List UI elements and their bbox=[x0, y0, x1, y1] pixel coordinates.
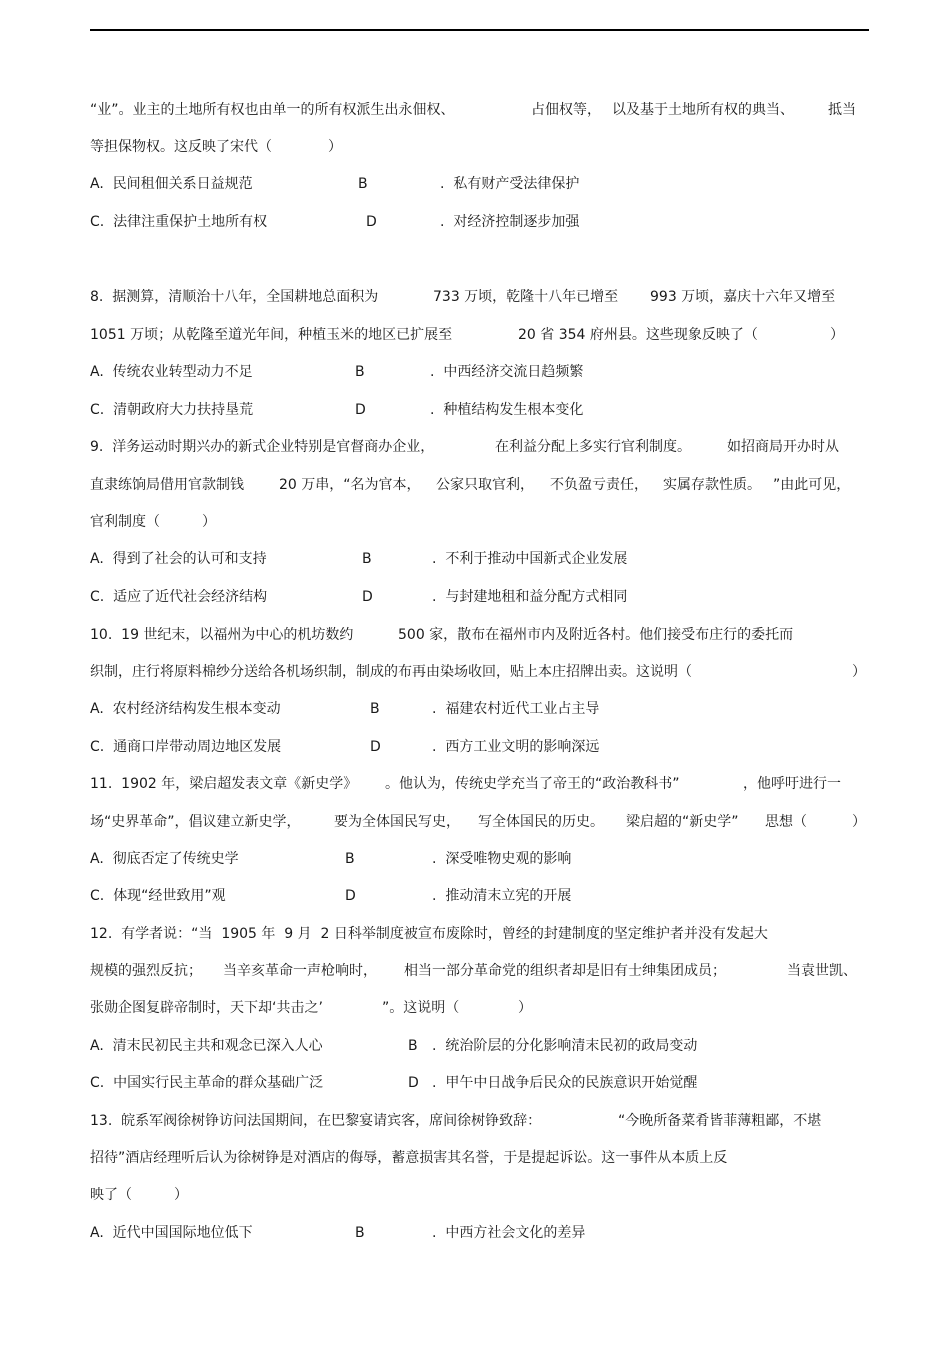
q8-line-2: 1051 万顷；从乾隆至道光年间，种植玉米的地区已扩展至 20 省 354 府州县。这些现象反映了（ ） bbox=[90, 327, 844, 343]
q13-line-1: 13. 皖系军阀徐树铮访问法国期间，在巴黎宴请宾客，席间徐树铮致辞： “今晚所备菜肴皆菲薄粗鄙，不堪 bbox=[90, 1113, 822, 1129]
q9-option-c: C. 适应了近代社会经济结构 D . 与封建地租和益分配方式相同 bbox=[90, 589, 628, 605]
q7-option-c: C. 法律注重保护土地所有权 D . 对经济控制逐步加强 bbox=[90, 214, 580, 230]
q12-option-a: A. 清末民初民主共和观念已深入人心 B . 统治阶层的分化影响清末民初的政局变动 bbox=[90, 1038, 698, 1054]
header-rule bbox=[90, 29, 869, 31]
q13-line-3: 映了（ ） bbox=[90, 1187, 188, 1203]
q10-line-2: 织制，庄行将原料棉纱分送给各机场织制，制成的布再由染场收回，贴上本庄招牌出卖。这说明（ ） bbox=[90, 664, 866, 680]
q10-line-1: 10. 19 世纪末，以福州为中心的机坊数约 500 家，散布在福州市内及附近各村。他们接受布庄行的委托而 bbox=[90, 627, 794, 643]
q11-option-a: A. 彻底否定了传统史学 B . 深受唯物史观的影响 bbox=[90, 851, 572, 867]
q11-line-1: 11. 1902 年，梁启超发表文章《新史学》 。他认为，传统史学充当了帝王的“政治教科书” ，他呼吁进行一 bbox=[90, 776, 841, 792]
q9-line-3: 官利制度（ ） bbox=[90, 514, 216, 530]
q12-line-2: 规模的强烈反抗； 当辛亥革命一声枪响时， 相当一部分革命党的组织者却是旧有士绅集团成员； 当袁世凯、 bbox=[90, 963, 857, 979]
q9-line-1: 9. 洋务运动时期兴办的新式企业特别是官督商办企业， 在利益分配上多实行官利制度。 如招商局开办时从 bbox=[90, 439, 839, 455]
q7-line-1: “业”。业主的土地所有权也由单一的所有权派生出永佃权、 占佃权等， 以及基于土地所有权的典当、 抵当 bbox=[90, 102, 856, 118]
q13-line-2: 招待”酒店经理听后认为徐树铮是对酒店的侮辱，蓄意损害其名誉，于是提起诉讼。这一事件从本质上反 bbox=[90, 1150, 728, 1166]
q12-option-c: C. 中国实行民主革命的群众基础广泛 D . 甲午中日战争后民众的民族意识开始觉醒 bbox=[90, 1075, 698, 1091]
q7-option-a: A. 民间租佃关系日益规范 B . 私有财产受法律保护 bbox=[90, 176, 580, 192]
q8-line-1: 8. 据测算，清顺治十八年，全国耕地总面积为 733 万顷，乾隆十八年已增至 993 万顷，嘉庆十六年又增至 bbox=[90, 289, 836, 305]
q11-line-2: 场“史界革命”，倡议建立新史学， 要为全体国民写史， 写全体国民的历史。 梁启超的“新史学” 思想（ ） bbox=[90, 814, 866, 830]
q9-option-a: A. 得到了社会的认可和支持 B . 不利于推动中国新式企业发展 bbox=[90, 551, 628, 567]
q8-option-a: A. 传统农业转型动力不足 B . 中西经济交流日趋频繁 bbox=[90, 364, 584, 380]
q9-line-2: 直隶练饷局借用官款制钱 20 万串，“名为官本， 公家只取官利， 不负盈亏责任， 实属存款性质。 ”由此可见， bbox=[90, 477, 851, 493]
q11-option-c: C. 体现“经世致用”观 D . 推动清末立宪的开展 bbox=[90, 888, 572, 904]
q13-option-a: A. 近代中国国际地位低下 B . 中西方社会文化的差异 bbox=[90, 1225, 586, 1241]
q12-line-3: 张勋企图复辟帝制时，天下却‘共击之’ ”。这说明（ ） bbox=[90, 1000, 532, 1016]
q8-option-c: C. 清朝政府大力扶持垦荒 D . 种植结构发生根本变化 bbox=[90, 402, 584, 418]
q12-line-1: 12. 有学者说：“当 1905 年 9 月 2 日科举制度被宣布废除时，曾经的封建制度的坚定维护者并没有发起大 bbox=[90, 926, 768, 942]
q10-option-c: C. 通商口岸带动周边地区发展 D . 西方工业文明的影响深远 bbox=[90, 739, 600, 755]
q10-option-a: A. 农村经济结构发生根本变动 B . 福建农村近代工业占主导 bbox=[90, 701, 600, 717]
q7-line-2: 等担保物权。这反映了宋代（ ） bbox=[90, 139, 342, 155]
